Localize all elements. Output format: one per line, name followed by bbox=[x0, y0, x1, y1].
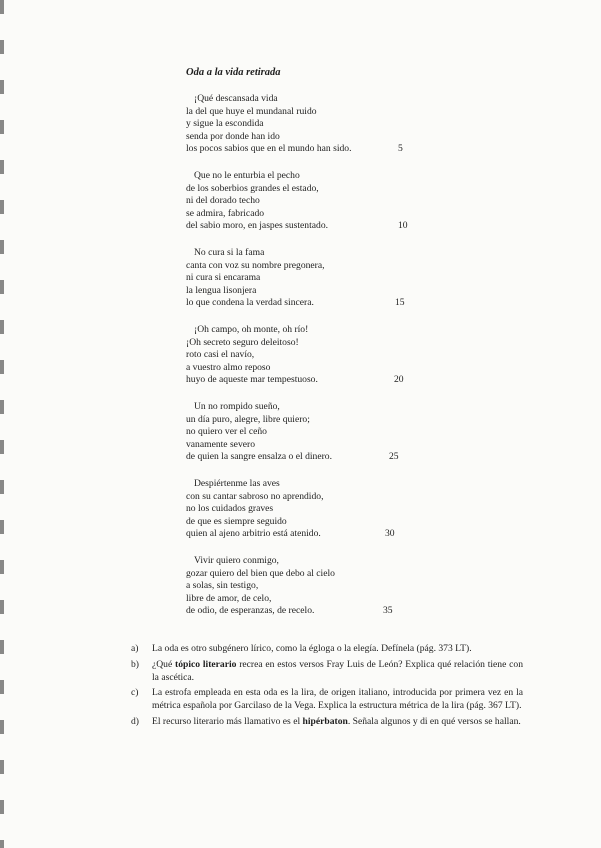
stanza bbox=[186, 401, 426, 464]
verse-line: quien al ajeno arbitrio está atenido. bbox=[186, 528, 321, 540]
question-keyword: tópico literario bbox=[175, 658, 237, 670]
verse-line: No cura si la fama bbox=[194, 247, 265, 258]
stanza bbox=[186, 93, 426, 156]
verse-line: de odio, de esperanzas, de recelo. bbox=[186, 605, 315, 617]
question-keyword: hipérbaton bbox=[302, 715, 348, 727]
verse-number: 20 bbox=[394, 374, 404, 386]
stanza bbox=[186, 247, 426, 310]
question-letter: d) bbox=[131, 715, 139, 727]
verse-number: 5 bbox=[398, 143, 403, 155]
question-text: ¿Qué bbox=[152, 658, 176, 670]
question-text-end: recrea en estos versos Fray Luis de León? Explica qué relación tiene con la ascética. bbox=[152, 658, 523, 683]
verse-line: de quien la sangre ensalza o el dinero. bbox=[186, 451, 332, 463]
verse-line: roto casi el navío, bbox=[186, 349, 255, 361]
question-text: La oda es otro subgénero lírico, como la égloga o la elegía. Defínela (pág. 373 LT). bbox=[152, 643, 472, 654]
verse-number: 25 bbox=[389, 451, 399, 463]
verse-line: un día puro, alegre, libre quiero; bbox=[186, 413, 310, 425]
question-text: El recurso literario más llamativo es el bbox=[152, 715, 303, 727]
question-text: La estrofa empleada en esta oda es la lira, de origen italiano, introducida por primera vez en la métrica española por Garcilaso de la Vega. Explica la estructura métrica de la lira (pág. 367 LT). bbox=[152, 687, 523, 712]
verse-line: senda por donde han ido bbox=[186, 130, 280, 142]
question-item bbox=[131, 643, 523, 656]
verse-line: ni cura si encarama bbox=[186, 272, 261, 284]
question-item bbox=[131, 716, 523, 729]
verse-number: 35 bbox=[383, 605, 393, 617]
verse-line: a vuestro almo reposo bbox=[186, 361, 271, 373]
verse-line: Vivir quiero conmigo, bbox=[194, 555, 279, 566]
stanza bbox=[186, 478, 426, 541]
verse-line: ¡Oh secreto seguro deleitoso! bbox=[186, 336, 299, 348]
question-list bbox=[131, 643, 523, 732]
verse-number: 10 bbox=[398, 220, 408, 232]
question-item bbox=[131, 687, 523, 713]
verse-line: no los cuidados graves bbox=[186, 503, 274, 515]
question-letter: b) bbox=[131, 658, 139, 670]
verse-line: y sigue la escondida bbox=[186, 118, 264, 130]
verse-line: Un no rompido sueño, bbox=[194, 401, 280, 412]
verse-line: canta con voz su nombre pregonera, bbox=[186, 259, 325, 271]
scan-edge-marks bbox=[0, 0, 4, 848]
verse-number: 15 bbox=[395, 297, 405, 309]
verse-line: la lengua lisonjera bbox=[186, 284, 257, 296]
verse-line: huyo de aqueste mar tempestuoso. bbox=[186, 374, 318, 386]
verse-line: vanamente severo bbox=[186, 438, 255, 450]
question-letter: c) bbox=[131, 687, 139, 699]
verse-line: ¡Qué descansada vida bbox=[194, 93, 278, 104]
verse-line: Que no le enturbia el pecho bbox=[194, 170, 300, 181]
verse-line: ni del dorado techo bbox=[186, 195, 260, 207]
verse-line: Despiértenme las aves bbox=[194, 478, 280, 489]
verse-line: gozar quiero del bien que debo al cielo bbox=[186, 567, 335, 579]
poem-title: Oda a la vida retirada bbox=[186, 67, 281, 78]
stanza bbox=[186, 555, 426, 618]
verse-line: de que es siempre seguido bbox=[186, 515, 287, 527]
stanza bbox=[186, 324, 426, 387]
verse-line: con su cantar sabroso no aprendido, bbox=[186, 490, 324, 502]
question-letter: a) bbox=[131, 643, 139, 654]
verse-line: no quiero ver el ceño bbox=[186, 426, 267, 438]
verse-line: a solas, sin testigo, bbox=[186, 580, 259, 592]
verse-line: libre de amor, de celo, bbox=[186, 592, 272, 604]
question-text-end: . Señala algunos y di en qué versos se hallan. bbox=[347, 715, 521, 727]
verse-number: 30 bbox=[385, 528, 395, 540]
verse-line: ¡Oh campo, oh monte, oh río! bbox=[194, 324, 309, 335]
verse-line: de los soberbios grandes el estado, bbox=[186, 182, 319, 194]
question-item bbox=[131, 659, 523, 685]
verse-line: lo que condena la verdad sincera. bbox=[186, 297, 314, 309]
verse-line: se admira, fabricado bbox=[186, 207, 265, 219]
verse-line: la del que huye el mundanal ruido bbox=[186, 105, 317, 117]
stanza bbox=[186, 170, 426, 233]
verse-line: los pocos sabios que en el mundo han sido. bbox=[186, 143, 352, 155]
verse-line: del sabio moro, en jaspes sustentado. bbox=[186, 220, 329, 232]
